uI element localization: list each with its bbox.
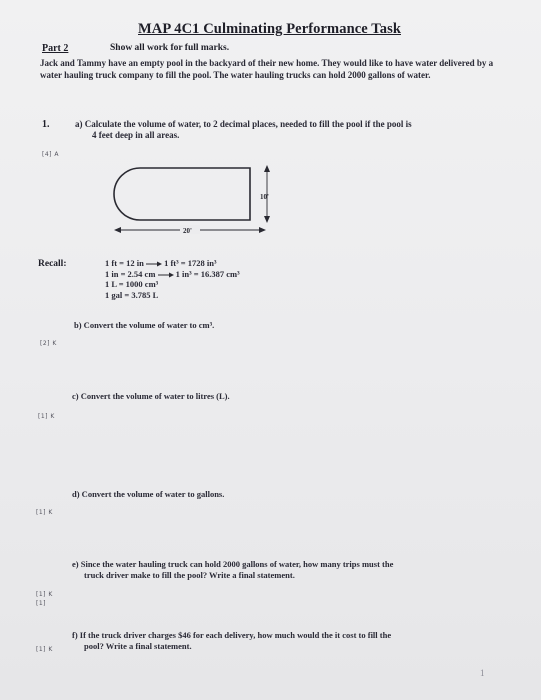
instruction-text: Show all work for full marks. <box>110 43 230 53</box>
question-a-line2: 4 feet deep in all areas. <box>92 130 180 140</box>
page-title: MAP 4C1 Culminating Performance Task <box>138 21 401 37</box>
conversion-line-1 <box>105 258 240 269</box>
conversion-1-left: 1 ft = 12 in <box>105 258 144 268</box>
arrow-right-icon <box>158 272 174 278</box>
conversion-1-right: 1 ft³ = 1728 in³ <box>164 258 217 268</box>
question-f-line1: f) If the truck driver charges $46 for each delivery, how much would the it cost to fill the <box>72 630 392 640</box>
mark-e-1: [1] K <box>36 591 53 598</box>
mark-f: [1] K <box>36 646 53 653</box>
height-label: 10' <box>260 193 269 201</box>
question-d: d) Convert the volume of water to gallons. <box>72 489 225 499</box>
page-number: 1 <box>480 668 485 678</box>
arrow-down-icon <box>264 216 270 223</box>
pool-diagram <box>110 163 280 238</box>
question-c: c) Convert the volume of water to litres (L). <box>72 391 230 401</box>
conversion-line-2 <box>105 269 240 280</box>
part-label: Part 2 <box>42 43 69 54</box>
mark-e-2: [1] <box>36 600 46 607</box>
width-label: 20' <box>183 227 192 235</box>
arrow-right-icon <box>146 261 162 267</box>
intro-paragraph: Jack and Tammy have an empty pool in the backyard of their new home. They would like to have water delivered by a water hauling truck company to fill the pool. The water hauling trucks can hold 2000 gallons of water. <box>40 58 494 80</box>
question-a <box>75 119 412 141</box>
conversion-2-right: 1 in³ = 16.387 cm³ <box>175 268 240 279</box>
pool-outline <box>114 168 250 220</box>
conversion-2-left: 1 in = 2.54 cm <box>105 268 156 279</box>
conversion-list <box>105 258 240 300</box>
question-e <box>72 559 393 580</box>
question-b: b) Convert the volume of water to cm³. <box>74 320 215 330</box>
mark-a: [4] A <box>42 151 60 158</box>
recall-label: Recall: <box>38 259 67 269</box>
question-e-line1: e) Since the water hauling truck can hold 2000 gallons of water, how many trips must the <box>72 559 394 569</box>
arrow-right-icon <box>259 227 266 233</box>
question-f-line2: pool? Write a final statement. <box>84 640 192 651</box>
arrow-left-icon <box>114 227 121 233</box>
mark-b: [2] K <box>40 340 57 347</box>
question-e-line2: truck driver make to fill the pool? Write a final statement. <box>84 569 295 580</box>
question-f <box>72 630 391 651</box>
mark-d: [1] K <box>36 509 53 516</box>
question-number: 1. <box>42 119 50 130</box>
conversion-line-4: 1 gal = 3.785 L <box>105 289 159 300</box>
conversion-line-3: 1 L = 1000 cm³ <box>105 279 159 289</box>
question-a-line1: a) Calculate the volume of water, to 2 decimal places, needed to fill the pool if the pool is <box>75 119 412 129</box>
mark-c: [1] K <box>38 413 55 420</box>
arrow-up-icon <box>264 165 270 172</box>
